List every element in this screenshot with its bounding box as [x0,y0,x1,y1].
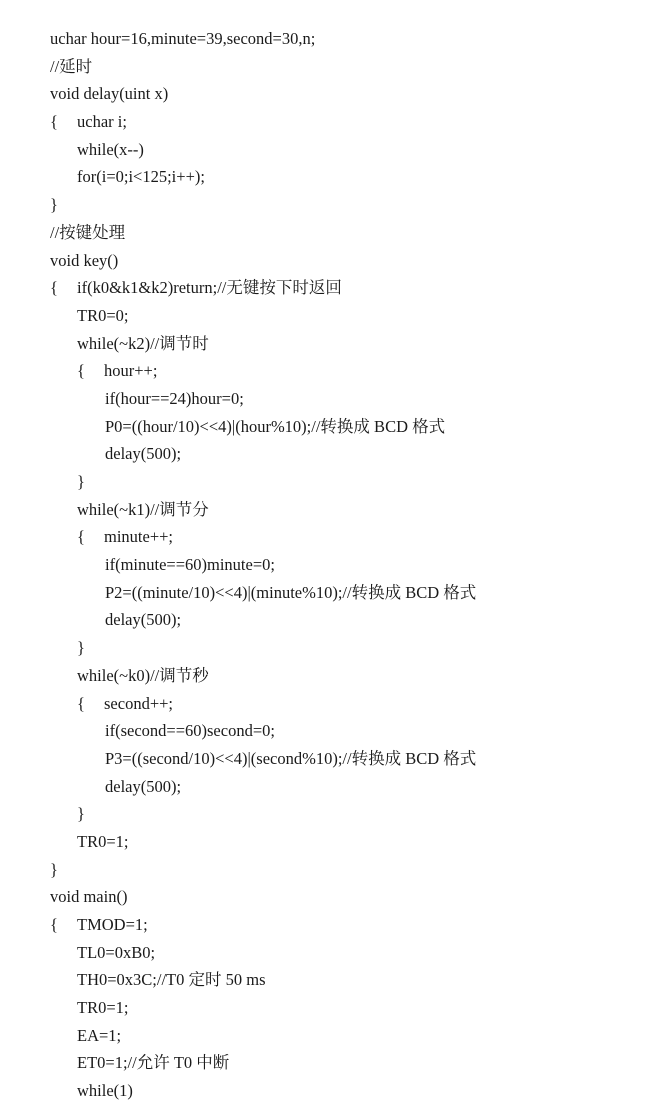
code-line: while(~k2)//调节时 [77,333,209,353]
code-line: for(i=0;i<125;i++); [77,167,205,187]
code-line: P3=((second/10)<<4)|(second%10);//转换成 BCD 格式 [105,748,477,768]
code-line [50,690,476,718]
code-line: if(minute==60)minute=0; [105,555,275,575]
code-line: ET0=1;//允许 T0 中断 [77,1053,230,1073]
open-brace: { [77,693,85,713]
close-brace: } [50,195,58,215]
code-line: void delay(uint x) [50,84,169,104]
code-line: TR0=1; [77,998,129,1018]
code-line: TR0=0; [77,305,129,325]
code-statement: minute++; [104,527,174,547]
code-line [50,523,476,551]
open-brace: { [77,361,85,381]
code-line: TH0=0x3C;//T0 定时 50 ms [77,970,266,990]
code-line: while(1) [77,1081,133,1101]
code-line [50,108,476,136]
code-statement: second++; [104,693,174,713]
code-statement: TMOD=1; [77,915,148,934]
code-line: delay(500); [105,776,182,796]
open-brace: { [50,112,58,132]
code-statement: uchar i; [77,112,127,132]
code-statement: if(k0&k1&k2)return;//无键按下时返回 [77,278,342,298]
close-brace: } [77,804,85,824]
open-brace: { [50,915,58,934]
code-line: void key() [50,250,119,270]
code-comment: //按键处理 [50,222,126,242]
close-brace: } [77,472,85,491]
code-line [50,274,476,302]
code-line: while(x--) [77,139,144,159]
code-line: delay(500); [105,610,182,630]
code-line: TL0=0xB0; [77,942,156,962]
code-comment: //延时 [50,56,93,76]
code-line: while(~k0)//调节秒 [77,665,209,685]
code-line: P2=((minute/10)<<4)|(minute%10);//转换成 BCD 格式 [105,582,477,602]
code-line: TR0=1; [77,831,129,851]
code-line: if(hour==24)hour=0; [105,388,244,408]
code-line: P0=((hour/10)<<4)|(hour%10);//转换成 BCD 格式 [105,416,446,436]
code-line: uchar hour=16,minute=39,second=30,n; [50,29,316,48]
code-listing [50,25,476,1105]
code-line: void main() [50,887,128,907]
code-line: EA=1; [77,1025,122,1045]
code-line [50,357,476,385]
code-line: while(~k1)//调节分 [77,499,209,519]
code-line [50,911,476,939]
close-brace: } [77,638,85,658]
code-line: if(second==60)second=0; [105,721,275,741]
open-brace: { [50,278,58,298]
code-line: delay(500); [105,444,182,464]
close-brace: } [50,859,58,879]
code-statement: hour++; [104,361,158,381]
open-brace: { [77,527,85,547]
